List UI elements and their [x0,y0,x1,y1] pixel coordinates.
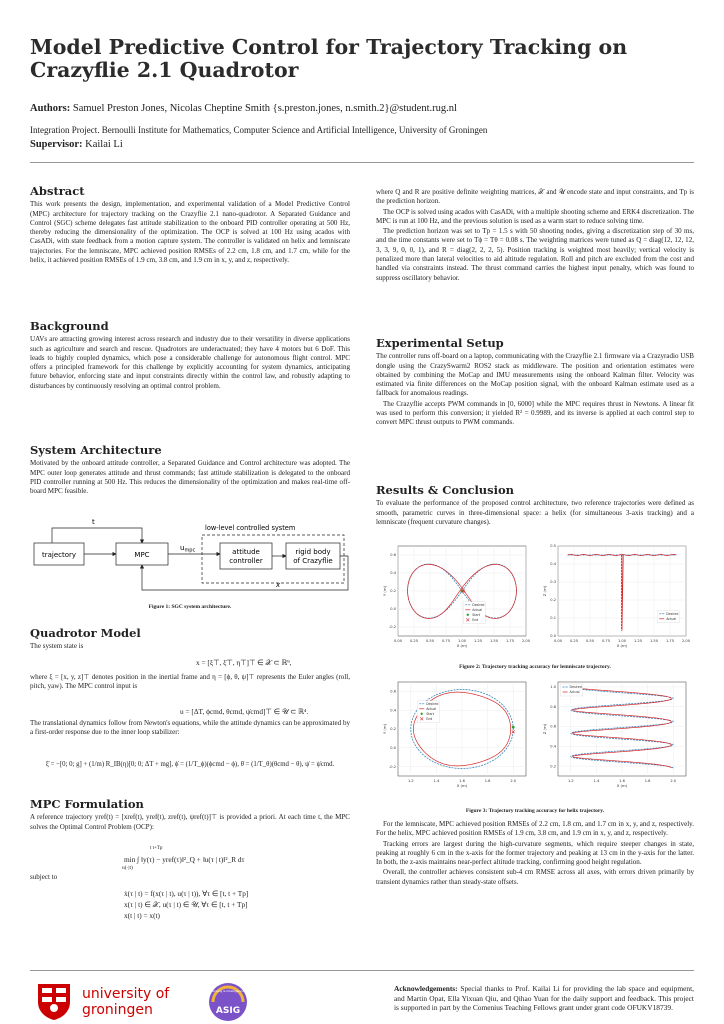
x-tick-label: 2.00 [521,639,531,643]
asig-text: ASIG [215,1006,241,1016]
x-tick-label: 1.2 [567,779,574,783]
sgc-architecture-diagram [30,516,350,600]
background-section [30,319,350,392]
attitude-label-2: controller [229,557,263,565]
quadrotor-intro: The system state is [30,642,84,651]
x-tick-label: 0.50 [425,639,435,643]
x-tick-label: 0.25 [569,639,579,643]
abstract-heading: Abstract [30,184,85,198]
constraint-dynamics: ẋ(τ | t) = f(x(τ | t), u(τ | t)), ∀τ ∈ [t, t + Tp] [124,889,249,898]
background-text: UAVs are attracting growing interest across research and industry due to their versatility in diverse applications such as agriculture and search and rescue. Quadrotors are underactuated; they have 4 motors but 6 DoF. This leads to highly coupled dynamics, which pose a considerable challenge for autonomous flight control. MPC offers a principled framework for this challenge by explicitly accounting for system dynamics, anticipating future behavior, enforcing state and input constraints directly within the control law, and robustly adapting to disturbances by continuously resolving an optimal control problem. [30,335,350,390]
supervisor-name: Kailai Li [85,139,123,150]
rug-crest-icon [38,984,70,1020]
x-tick-label: 1.75 [505,639,515,643]
x-tick-label: 0.00 [393,639,403,643]
figure-3-caption: Figure 3: Trajectory tracking accuracy for helix trajectory. [465,808,605,814]
legend-label: Desired [569,684,582,689]
y-tick-label: 0.4 [390,708,396,713]
ack-text: Special thanks to Prof. Kailai Li for providing the lab space and equipment, and Martin Opat, Ella Yixuan Qiu, and Qihao Yuan for the daily support and feedback. This project is supported in part by the Comenius Teaching Fellows grant under grant code OFUKV18739. [394,984,694,1012]
lemniscate-xz-plot [536,540,696,658]
results-text-2: Tracking errors are largest during the high-curvature segments, which require steeper changes in state, peaking at roughly 6 cm in the x-axis for the former trajectory and peaking at 13 cm in the y-axis for the latter. In both, the z-axis maintains near-perfect altitude tracking, confirming good height regulation. [376,839,694,867]
figure-1-caption: Figure 1: SGC system architecture. [148,604,232,610]
y-tick-label: 0.3 [550,580,556,585]
trajectory-label: trajectory [41,551,77,559]
mpc-formulation-section [30,797,350,833]
y-axis-label: Y (m) [382,585,387,597]
legend-label: Actual [666,616,677,621]
x-tick-label: 1.00 [617,639,627,643]
y-tick-label: 1.0 [550,685,556,690]
x-tick-label: 0.75 [601,639,611,643]
system-text: Motivated by the onboard attitude controller, a Separated Guidance and Control architecture was adopted. The MPC outer loop generates attitude and thrust commands; fast attitude stabilization is delegated to the onboard PID controller running at 500 Hz. This reduces the dimensionality of the optimization and makes real-time off-board MPC feasible. [30,459,350,496]
x-tick-label: 2.0 [510,779,517,783]
authors-names: Samuel Preston Jones, Nicolas Cheptine Smith {s.preston.jones, n.smith.2}@student.rug.nl [72,103,457,114]
legend-label: Actual [569,689,580,694]
y-tick-label: 0.4 [550,744,556,749]
results-heading: Results & Conclusion [376,483,515,497]
x-tick-label: 1.6 [459,779,465,783]
x-tick-label: 1.2 [407,779,414,783]
title-line-2: Crazyflie 2.1 Quadrotor [30,58,299,82]
experimental-text-1: The controller runs off-board on a laptop, communicating with the Crazyflie 2.1 firmware via a Crazyradio USB dongle using the CrazySwarm2 ROS2 stack as middleware. The position and orientation estimates were obtained by combining the MoCap and IMU measurements using the onboard Kalman filter. Velocity was estimated via finite differences on the MoCap position signal, with the onboard Kalman estimate used as a fallback for anomalous readings. [376,352,694,398]
abstract-section [30,184,350,266]
asig-logo [201,982,255,1022]
supervisor [30,139,123,150]
rigid-body-label-1: rigid body [295,548,331,556]
figure-2-caption: Figure 2: Trajectory tracking accuracy for lemniscate trajectory. [459,664,611,670]
x-tick-label: 1.8 [644,779,651,783]
mpc-continued [376,188,694,284]
quadrotor-heading: Quadrotor Model [30,626,141,640]
x-axis-label: X (m) [456,783,468,788]
x-tick-label: 1.50 [489,639,499,643]
background-heading: Background [30,319,109,333]
x-tick-label: 2.0 [670,779,677,783]
rug-line-2: groningen [82,1002,153,1018]
y-tick-label: 0.2 [390,727,396,732]
page-title [30,36,690,82]
mpc-label: MPC [134,551,150,559]
x-tick-label: 0.50 [585,639,595,643]
helix-xz-plot [536,676,696,798]
acknowledgements [394,984,694,1013]
experimental-section [376,336,694,429]
legend-label: End [426,716,433,721]
x-tick-label: 1.8 [484,779,491,783]
experimental-text-2: The Crazyflie accepts PWM commands in [0, 6000] while the MPC requires thrust in Newtons. A linear fit was used to perform this conversion; it yielded R² = 0.9989, and its inverse is applied at each control step to convert MPC thrust outputs to PWM commands. [376,399,694,427]
lemniscate-xy-plot [376,540,536,658]
attitude-controller-block [220,543,272,569]
y-axis-label: Y (m) [382,723,387,735]
x-axis-label: X (m) [616,643,628,648]
ocp-objective-under: u(·|t) [122,865,133,871]
y-tick-label: 0.4 [550,562,556,567]
x-tick-label: 0.25 [409,639,419,643]
system-section [30,443,350,497]
x-tick-label: 1.75 [665,639,675,643]
results-discussion [376,820,694,888]
ocp-integral-limits: t t+Tp [150,846,163,851]
y-tick-label: -0.2 [388,764,396,769]
umpc-label: $u_{mpc}$ [180,544,196,554]
input-equation: u = [ΔT, ϕcmd, θcmd, ψ̇cmd]⊤ ∈ 𝒰 ⊂ ℝ⁴. [180,707,309,716]
y-axis-label: Z (m) [542,585,547,597]
y-tick-label: 0.8 [550,704,556,709]
mpc-weights-text: where Q and R are positive definite weighting matrices, 𝒳 and 𝒰 encode state and input constraints, and Tp is the prediction horizon. [376,188,694,206]
x-tick-label: 1.6 [619,779,625,783]
x-tick-label: 2.00 [681,639,691,643]
abstract-text: This work presents the design, implementation, and experimental validation of a Model Predictive Control (MPC) architecture for trajectory tracking on the Crazyflie 2.1 nano-quadrotor. A Separated Guidance and Control (SGC) scheme delegates fast attitude stabilization to the onboard PID controller operating at 500 Hz, thereby reducing the dimensionality of the optimization. The OCP is solved at 100 Hz using acados with CasADi, with state feedback from a motion capture system. The controller is validated on helix and lemniscate trajectories. For the lemniscate, MPC achieved position RMSEs of 2.2 cm, 1.8 cm, and 1.7 cm, while for the helix, it achieved position RMSEs of 1.9 cm, 3.8 cm, and 1.9 cm in x, y, and z, respectively. [30,200,350,265]
legend-label: Actual [426,706,437,711]
y-axis-label: Z (m) [542,723,547,735]
quadrotor-desc: where ξ = [x, y, z]⊤ denotes position in the inertial frame and η = [ϕ, θ, ψ]⊤ represents the Euler angles (roll, pitch, yaw). The MPC control input is [30,673,350,691]
results-section [376,483,694,528]
y-tick-label: 0.6 [390,553,396,558]
legend-swatch [421,713,423,715]
state-equation: x = [ξ⊤, ξ̇⊤, η⊤]⊤ ∈ 𝒳 ⊂ ℝ⁹, [196,658,292,667]
experimental-heading: Experimental Setup [376,336,504,350]
header-divider [30,162,694,163]
attitude-label-1: attitude [232,548,260,556]
x-axis-label: X (m) [616,783,628,788]
y-tick-label: -0.2 [388,625,396,630]
legend-label: End [472,617,479,622]
tuning-text: The prediction horizon was set to Tp = 1.5 s with 50 shooting nodes, giving a discretization step of 30 ms, and the time constants were set to Tϕ = Tθ = 0.08 s. The weighting matrices were tuned as Q = diag(12, 12, 12, 3, 3, 9, 0, 0, 1), and R = diag(2, 2, 2, 5). Position tracking is weighted most heavily; vertical velocity is penalized more than lateral velocities to aid altitude regulation. Roll and pitch are excluded from the cost and handled via constraints instead. The thrust command carries the highest input penalty, which was found to suppress oscillatory behavior. [376,227,694,282]
helix-xy-plot [376,676,536,798]
y-tick-label: 0.5 [550,544,556,549]
legend-label: Start [472,612,481,617]
title-line-1: Model Predictive Control for Trajectory Tracking on [30,35,628,59]
x-tick-label: 1.4 [433,779,440,783]
feedback-x-label: x [276,581,281,589]
footer-divider [30,970,694,971]
x-tick-label: 1.00 [457,639,467,643]
x-tick-label: 1.25 [473,639,483,643]
subject-to: subject to [30,873,58,881]
constraint-sets: x(τ | t) ∈ 𝒳, u(τ | t) ∈ 𝒰, ∀τ ∈ [t, t + Tp] [124,900,248,909]
rug-logo [30,978,210,1022]
legend-label: Actual [472,607,483,612]
constraint-initial: x(t | t) = x(t) [124,911,160,920]
y-tick-label: 0.0 [550,634,556,639]
system-heading: System Architecture [30,443,162,457]
low-level-label: low-level controlled system [205,524,296,532]
mpc-formulation-text: A reference trajectory yref(t) = [xref(t), yref(t), zref(t), ψref(t)]⊤ is provided a priori. At each time t, the MPC solves the Optimal Control Problem (OCP): [30,813,350,831]
asig-ring-text: Agile Sensing & Intelligence Group [201,989,255,993]
x-tick-label: 1.25 [633,639,643,643]
ocp-objective: min ∫ ‖y(τ) − yref(τ)‖²_Q + ‖u(τ | t)‖²_R dτ [124,855,245,864]
authors [30,103,457,114]
quadrotor-desc-2: The translational dynamics follow from Newton's equations, while the attitude dynamics can be approximated by a first-order response due to the inner loop stabilizer: [30,719,350,737]
legend-label: Start [426,711,434,716]
supervisor-label: Supervisor: [30,139,83,150]
start-marker [512,726,515,729]
legend-label: Desired [472,602,485,607]
rigid-body-label-2: of Crazyflie [293,557,333,565]
y-tick-label: 0.6 [390,689,396,694]
x-tick-label: 1.50 [649,639,659,643]
results-intro: To evaluate the performance of the proposed control architecture, two reference trajectories were defined as smooth, parametric curves in three-dimensional space: a helix (for simultaneous 3-axis tracking) and a lemniscate (frequent curvature changes). [376,499,694,526]
y-tick-label: 0.2 [390,589,396,594]
mpc-formulation-heading: MPC Formulation [30,797,144,811]
legend-label: Desired [666,611,679,616]
legend-label: Desired [426,701,439,706]
y-tick-label: 0.1 [550,616,556,621]
time-arrow [52,528,142,543]
x-tick-label: 0.00 [553,639,563,643]
affiliation: Integration Project. Bernoulli Institute for Mathematics, Computer Science and Artificial Intelligence, University of Groningen [30,125,488,135]
y-tick-label: 0.2 [550,598,556,603]
x-tick-label: 1.4 [593,779,600,783]
y-tick-label: 0.0 [390,607,396,612]
dynamics-equation: ξ̈ = −[0; 0; g] + (1/m) R_IB(η)[0; 0; ΔT + mg], ϕ̇ = (1/T_ϕ)(ϕcmd − ϕ), θ̇ = (1/T_θ)(θcmd − θ), ψ̇ = ψ̇cmd. [45,761,335,768]
y-tick-label: 0.2 [550,764,556,769]
rigid-body-block [286,543,340,569]
ocp-solver-text: The OCP is solved using acados with CasADi, with a multiple shooting scheme and ERK4 discretization. The MPC is run at 100 Hz, and the previous solution is used as a warm start to reduce solving time. [376,207,694,225]
rug-line-1: university of [82,986,170,1002]
y-tick-label: 0.4 [390,571,396,576]
diagram-t-label: t [92,518,95,526]
ack-label: Acknowledgements: [394,984,458,993]
legend-swatch [467,614,469,616]
x-tick-label: 0.75 [441,639,451,643]
results-text-3: Overall, the controller achieves consistent sub-4 cm RMSE across all axes, with errors driven primarily by transient dynamics rather than steady-state offsets. [376,868,694,886]
authors-label: Authors: [30,103,71,114]
y-tick-label: 0.0 [390,746,396,750]
y-tick-label: 0.6 [550,724,556,729]
x-axis-label: X (m) [456,643,468,648]
results-text-1: For the lemniscate, MPC achieved position RMSEs of 2.2 cm, 1.8 cm, and 1.7 cm in x, y, and z, respectively. For the helix, MPC achieved position RMSEs of 1.9 cm, 3.8 cm, and 1.9 cm in x, y, and z, respectively. [376,820,694,838]
quadrotor-section [30,626,350,653]
